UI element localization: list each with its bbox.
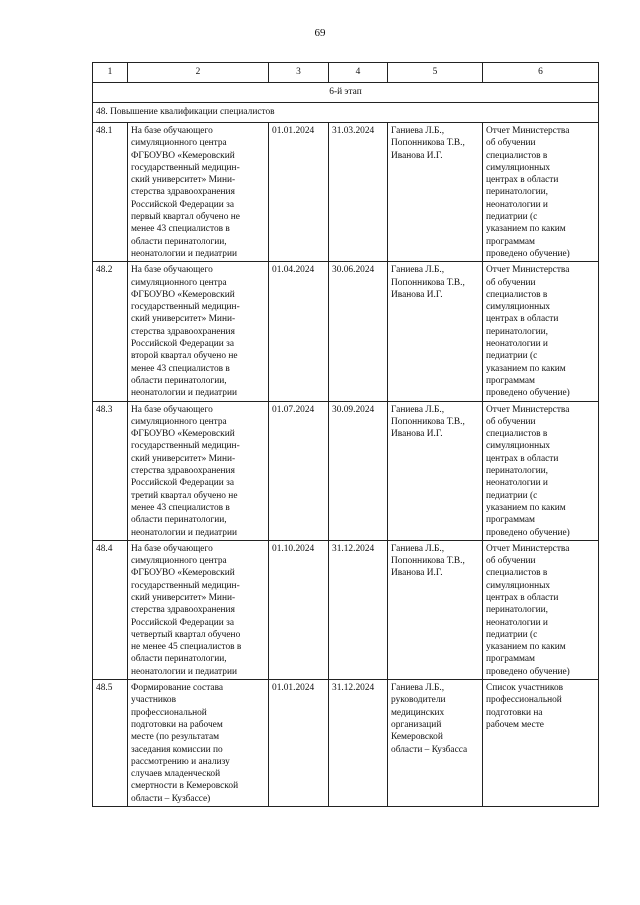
activity-table	[92, 62, 599, 807]
row-responsible: Ганиева Л.Б., руководители медицинских организаций Кемеровской области – Кузбасса	[388, 680, 483, 807]
header-cell: 4	[329, 63, 388, 83]
row-end-date: 30.06.2024	[329, 262, 388, 401]
row-result: Список участников профессиональной подготовки на рабочем месте	[483, 680, 599, 807]
row-description: На базе обучающего симуляционного центра ФГБОУВО «Кемеровский государственный медицин- ский университет» Мини- стерства здравоохранения Российской Федерации за четвертый квартал обучено не менее 45 специалистов в области перинатологии, неонатологии и педиатрии	[128, 540, 269, 679]
row-end-date: 31.12.2024	[329, 680, 388, 807]
section-row	[93, 103, 599, 123]
stage-row	[93, 83, 599, 103]
row-description: На базе обучающего симуляционного центра ФГБОУВО «Кемеровский государственный медицин- ский университет» Мини- стерства здравоохранения Российской Федерации за второй квартал обучено не менее 43 специалистов в области перинатологии, неонатологии и педиатрии	[128, 262, 269, 401]
table-row	[93, 123, 599, 262]
table-row	[93, 540, 599, 679]
row-responsible: Ганиева Л.Б., Попонникова Т.В., Иванова И.Г.	[388, 123, 483, 262]
row-number: 48.5	[93, 680, 128, 807]
row-number: 48.4	[93, 540, 128, 679]
row-description: На базе обучающего симуляционного центра ФГБОУВО «Кемеровский государственный медицин- ский университет» Мини- стерства здравоохранения Российской Федерации за третий квартал обучено не менее 43 специалистов в области перинатологии, неонатологии и педиатрии	[128, 401, 269, 540]
row-end-date: 31.12.2024	[329, 540, 388, 679]
table-row	[93, 262, 599, 401]
header-cell: 2	[128, 63, 269, 83]
header-row	[93, 63, 599, 83]
row-description: На базе обучающего симуляционного центра ФГБОУВО «Кемеровский государственный медицин- ский университет» Мини- стерства здравоохранения Российской Федерации за первый квартал обучено не менее 43 специалистов в области перинатологии, неонатологии и педиатрии	[128, 123, 269, 262]
row-responsible: Ганиева Л.Б., Попонникова Т.В., Иванова И.Г.	[388, 401, 483, 540]
row-end-date: 31.03.2024	[329, 123, 388, 262]
row-number: 48.3	[93, 401, 128, 540]
row-responsible: Ганиева Л.Б., Попонникова Т.В., Иванова И.Г.	[388, 262, 483, 401]
row-end-date: 30.09.2024	[329, 401, 388, 540]
row-start-date: 01.04.2024	[269, 262, 329, 401]
row-result: Отчет Министерства об обучении специалистов в симуляционных центрах в области перинатологии, неонатологии и педиатрии (с указанием по каким программам проведено обучение)	[483, 262, 599, 401]
row-responsible: Ганиева Л.Б., Попонникова Т.В., Иванова И.Г.	[388, 540, 483, 679]
table-row	[93, 401, 599, 540]
row-start-date: 01.10.2024	[269, 540, 329, 679]
header-cell: 3	[269, 63, 329, 83]
row-start-date: 01.01.2024	[269, 123, 329, 262]
stage-title: 6-й этап	[93, 83, 599, 103]
row-result: Отчет Министерства об обучении специалистов в симуляционных центрах в области перинатологии, неонатологии и педиатрии (с указанием по каким программам проведено обучение)	[483, 123, 599, 262]
header-cell: 6	[483, 63, 599, 83]
row-result: Отчет Министерства об обучении специалистов в симуляционных центрах в области перинатологии, неонатологии и педиатрии (с указанием по каким программам проведено обучение)	[483, 540, 599, 679]
section-title: 48. Повышение квалификации специалистов	[93, 103, 599, 123]
page-number: 69	[314, 27, 326, 39]
header-cell: 5	[388, 63, 483, 83]
row-start-date: 01.01.2024	[269, 680, 329, 807]
header-cell: 1	[93, 63, 128, 83]
row-number: 48.1	[93, 123, 128, 262]
table-row	[93, 680, 599, 807]
row-number: 48.2	[93, 262, 128, 401]
row-description: Формирование состава участников профессиональной подготовки на рабочем месте (по результатам заседания комиссии по рассмотрению и анализу случаев младенческой смертности в Кемеровской области – Кузбассе)	[128, 680, 269, 807]
row-result: Отчет Министерства об обучении специалистов в симуляционных центрах в области перинатологии, неонатологии и педиатрии (с указанием по каким программам проведено обучение)	[483, 401, 599, 540]
row-start-date: 01.07.2024	[269, 401, 329, 540]
